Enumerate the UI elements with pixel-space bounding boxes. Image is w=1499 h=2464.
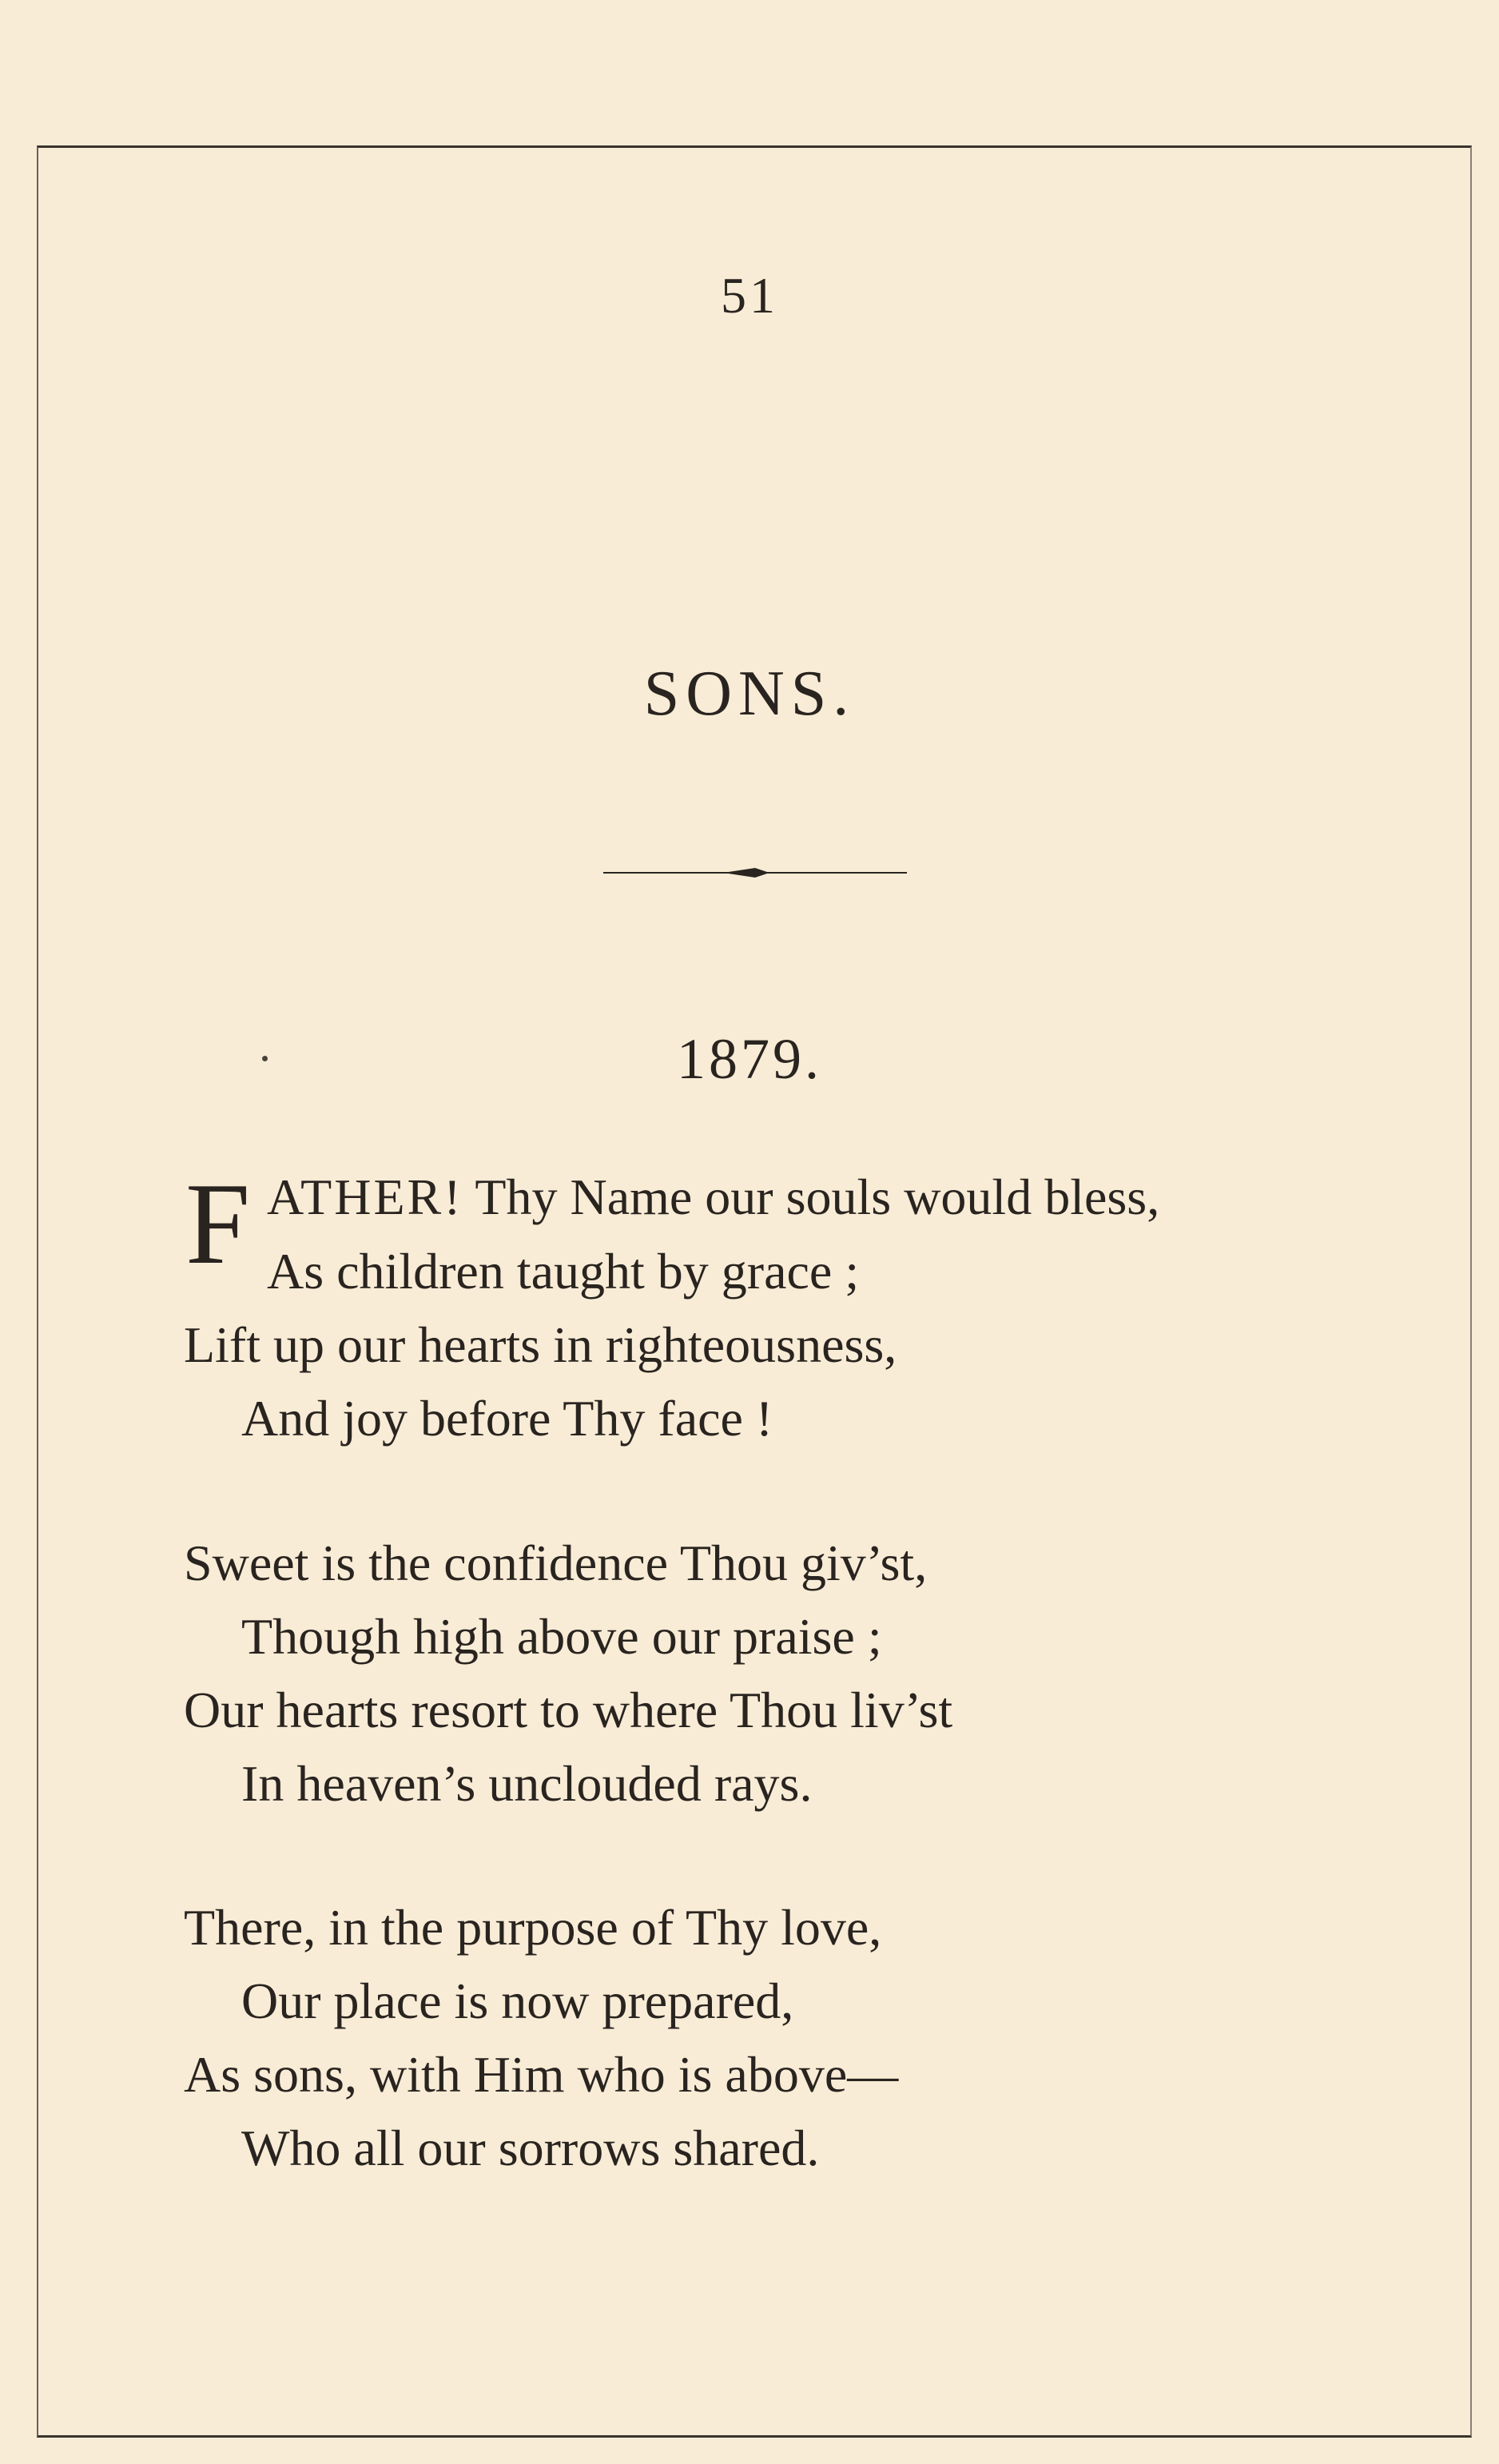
poem-line: Our place is now prepared, — [241, 1972, 794, 2029]
poem-line: In heaven’s unclouded rays. — [241, 1755, 813, 1812]
poem-line: And joy before Thy face ! — [241, 1390, 773, 1447]
line-remainder: Thy Name our souls would bless, — [463, 1168, 1160, 1225]
poem-line — [267, 1165, 1159, 1229]
print-speck — [262, 1056, 268, 1061]
poem-line: There, in the purpose of Thy love, — [184, 1899, 882, 1956]
poem-line: Sweet is the confidence Thou giv’st, — [184, 1535, 928, 1591]
poem-line: Our hearts resort to where Thou liv’st — [184, 1682, 953, 1738]
poem-line: Lift up our hearts in righteousness, — [184, 1316, 897, 1373]
opening-capitals: ATHER! — [267, 1168, 463, 1225]
poem-line: As children taught by grace ; — [267, 1243, 860, 1300]
title-ornament-divider — [603, 863, 907, 882]
poem-year: 1879. — [677, 1027, 822, 1091]
poem-line: Who all our sorrows shared. — [241, 2120, 820, 2176]
poem-title: SONS. — [643, 659, 856, 729]
poem-line: Though high above our praise ; — [241, 1608, 882, 1665]
poem-line: As sons, with Him who is above— — [184, 2046, 899, 2103]
drop-cap-letter: F — [185, 1159, 251, 1288]
page-number: 51 — [721, 267, 778, 324]
